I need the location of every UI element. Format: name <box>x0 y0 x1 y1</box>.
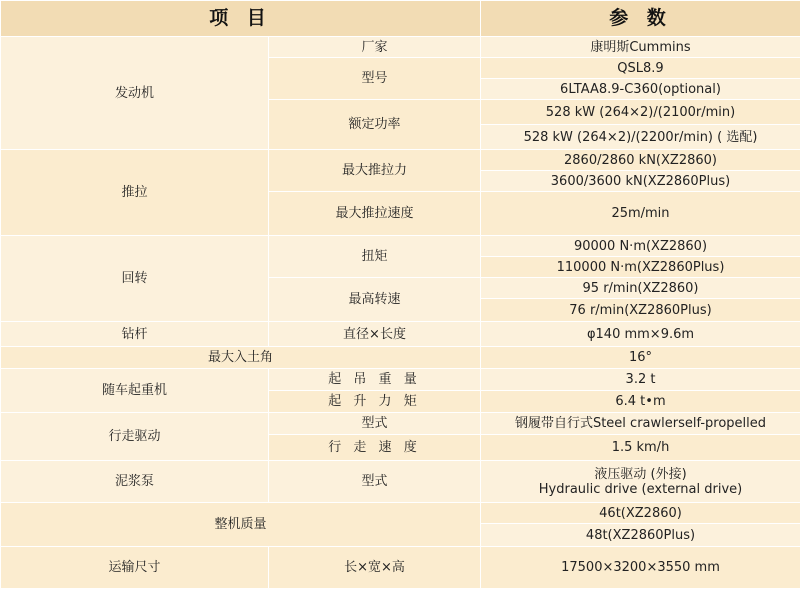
push-pull-force-value-2: 3600/3600 kN(XZ2860Plus) <box>481 171 800 192</box>
travel-speed-label: 行 走 速 度 <box>269 435 481 461</box>
table-row <box>1 547 800 589</box>
rotation-rpm-label: 最高转速 <box>269 278 481 322</box>
engine-power-label: 额定功率 <box>269 100 481 150</box>
table-row <box>1 503 800 524</box>
push-pull-speed-label: 最大推拉速度 <box>269 192 481 236</box>
drill-rod-dimensions-value: φ140 mm×9.6m <box>481 322 800 347</box>
rotation-torque-label: 扭矩 <box>269 236 481 278</box>
table-row <box>1 461 800 503</box>
rotation-rpm-value-2: 76 r/min(XZ2860Plus) <box>481 299 800 322</box>
engine-power-value-1: 528 kW (264×2)/(2100r/min) <box>481 100 800 125</box>
table-row <box>1 37 800 58</box>
header-item: 项 目 <box>1 1 481 37</box>
travel-speed-value: 1.5 km/h <box>481 435 800 461</box>
push-pull-label: 推拉 <box>1 150 269 236</box>
table-row <box>1 347 800 369</box>
crane-lift-weight-label: 起 吊 重 量 <box>269 369 481 391</box>
mud-pump-type-value-1: 液压驱动 (外接) <box>594 466 687 482</box>
rotation-rpm-value-1: 95 r/min(XZ2860) <box>481 278 800 299</box>
rotation-torque-value-1: 90000 N·m(XZ2860) <box>481 236 800 257</box>
table-row <box>1 413 800 435</box>
entry-angle-label: 最大入土角 <box>1 347 481 369</box>
transport-label: 运输尺寸 <box>1 547 269 589</box>
mud-pump-label: 泥浆泵 <box>1 461 269 503</box>
weight-value-2: 48t(XZ2860Plus) <box>481 524 800 547</box>
mud-pump-type-value-2: Hydraulic drive (external drive) <box>538 481 743 497</box>
engine-model-value-2: 6LTAA8.9-C360(optional) <box>481 79 800 100</box>
entry-angle-value: 16° <box>481 347 800 369</box>
mud-pump-type-label: 型式 <box>269 461 481 503</box>
header-row <box>1 1 800 37</box>
rotation-torque-value-2: 110000 N·m(XZ2860Plus) <box>481 257 800 278</box>
table-row <box>1 236 800 257</box>
travel-type-label: 型式 <box>269 413 481 435</box>
table-row <box>1 322 800 347</box>
travel-label: 行走驱动 <box>1 413 269 461</box>
push-pull-force-value-1: 2860/2860 kN(XZ2860) <box>481 150 800 171</box>
push-pull-force-label: 最大推拉力 <box>269 150 481 192</box>
rotation-label: 回转 <box>1 236 269 322</box>
travel-type-value: 钢履带自行式Steel crawlerself-propelled <box>481 413 800 435</box>
engine-model-label: 型号 <box>269 58 481 100</box>
table-row <box>1 369 800 391</box>
header-param: 参 数 <box>481 1 800 37</box>
crane-label: 随车起重机 <box>1 369 269 413</box>
crane-lift-moment-label: 起 升 力 矩 <box>269 391 481 413</box>
crane-lift-moment-value: 6.4 t•m <box>481 391 800 413</box>
transport-dimensions-label: 长×宽×高 <box>269 547 481 589</box>
push-pull-speed-value: 25m/min <box>481 192 800 236</box>
engine-power-value-2: 528 kW (264×2)/(2200r/min) ( 选配) <box>481 125 800 150</box>
crane-lift-weight-value: 3.2 t <box>481 369 800 391</box>
table-row <box>1 150 800 171</box>
drill-rod-label: 钻杆 <box>1 322 269 347</box>
weight-label: 整机质量 <box>1 503 481 547</box>
drill-rod-dimensions-label: 直径×长度 <box>269 322 481 347</box>
engine-label: 发动机 <box>1 37 269 150</box>
weight-value-1: 46t(XZ2860) <box>481 503 800 524</box>
mud-pump-type-value <box>481 461 800 503</box>
transport-dimensions-value: 17500×3200×3550 mm <box>481 547 800 589</box>
engine-manufacturer-value: 康明斯Cummins <box>481 37 800 58</box>
engine-manufacturer-label: 厂家 <box>269 37 481 58</box>
engine-model-value-1: QSL8.9 <box>481 58 800 79</box>
